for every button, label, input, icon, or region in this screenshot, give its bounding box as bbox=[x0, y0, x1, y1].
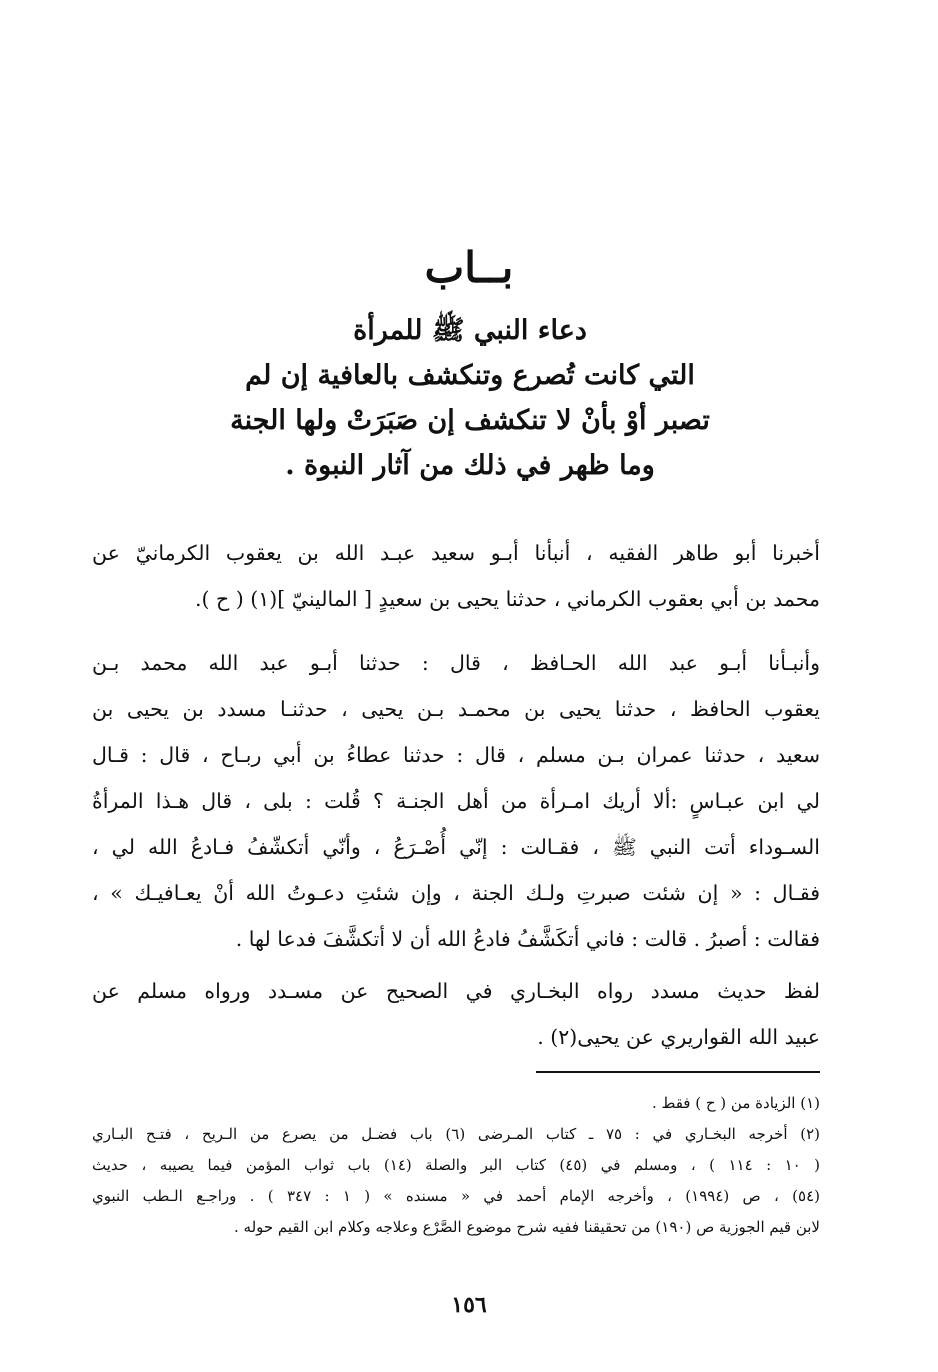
text-line: لي ابن عبـاسٍ :ألا أريك امـرأة من أهل الجنـة ؟ قُلت : بلى ، قال هـذا المرأةُ bbox=[92, 789, 820, 813]
text-line: عبيد الله القواريري عن يحيى(٢) . bbox=[537, 1025, 820, 1049]
text-line: لفظ حديث مسدد رواه البخـاري في الصحيح عن مسـدد ورواه مسلم عن bbox=[92, 979, 820, 1003]
footnote-line: (١) الزيادة من ( ح ) فقط . bbox=[651, 1094, 820, 1112]
footnote-separator bbox=[536, 1071, 820, 1073]
paragraph-hadith bbox=[92, 640, 820, 962]
text-line: سعيد ، حدثنا عمران بـن مسلم ، قال : حدثنا عطاءُ بن أبي ربـاح ، قال : قـال bbox=[92, 743, 820, 767]
chapter-title-line: وما ظهر في ذلك من آثار النبوة . bbox=[285, 450, 655, 481]
chapter-title-line: تصبر أوْ بأنْ لا تنكشف إن صَبَرَتْ ولها الجنة bbox=[230, 405, 710, 436]
paragraph-takhrij bbox=[92, 968, 820, 1060]
page-number: ١٥٦ bbox=[451, 1292, 487, 1318]
text-line: وأنبـأنا أبـو عبد الله الحـافظ ، قال : حدثنا أبـو عبد الله محمد بـن bbox=[92, 651, 820, 675]
text-line: أخبرنا أبو طاهر الفقيه ، أنبأنا أبـو سعيد عبـد الله بن يعقوب الكرمانيّ عن bbox=[92, 541, 820, 565]
text-line: فقـال : « إن شئت صبرتِ ولـك الجنة ، وإن شئتِ دعـوتُ الله أنْ يعـافيـك » ، bbox=[92, 881, 820, 905]
text-line: فقالت : أصبرُ . قالت : فاني أتكَشَّفُ فادعُ الله أن لا أتكشَّفَ فدعا لها . bbox=[235, 927, 820, 951]
text-line: محمد بن أبي بعقوب الكرماني ، حدثنا يحيى بن سعيدٍ [ المالينيّ ](١) ( ح ). bbox=[194, 587, 820, 611]
chapter-title bbox=[200, 308, 740, 488]
paragraph-isnad-1 bbox=[92, 530, 820, 622]
chapter-title-line: التي كانت تُصرع وتنكشف بالعافية إن لم bbox=[245, 360, 695, 391]
chapter-title-line: دعاء النبي ﷺ للمرأة bbox=[353, 315, 587, 346]
text-line: السـوداء أتت النبي ﷺ ، فقـالت : إنّي أُصْـرَعُ ، وأنّي أتكشّفُ فـادعُ الله لي ، bbox=[92, 835, 820, 859]
footnote-line: لابن قيم الجوزية ص (١٩٠) من تحقيقنا ففيه شرح موضوع الصَّرْع وعلاجه وكلام ابن القيم حوله . bbox=[233, 1218, 820, 1236]
footnotes bbox=[92, 1088, 820, 1243]
footnote-line: ( ١٠ : ١١٤ ) ، ومسلم في (٤٥) كتاب البر والصلة (١٤) باب ثواب المؤمن فيما يصيبه ، حديث bbox=[92, 1156, 820, 1174]
text-line: يعقوب الحافظ ، حدثنا يحيى بن محمـد بـن يحيى ، حدثنـا مسدد بن يحيى بن bbox=[92, 697, 820, 721]
chapter-heading-bab: بــاب bbox=[424, 243, 514, 292]
footnote-line: (٥٤) ، ص (١٩٩٤) ، وأخرجه الإمام أحمد في « مسنده » ( ١ : ٣٤٧ ) . وراجـع الـطب النبوي bbox=[92, 1187, 820, 1205]
footnote-line: (٢) أخرجه البخـاري في : ٧٥ ـ كتاب المـرضى (٦) باب فضـل من يصرع من الـريح ، فتـح البـاري bbox=[92, 1125, 820, 1143]
